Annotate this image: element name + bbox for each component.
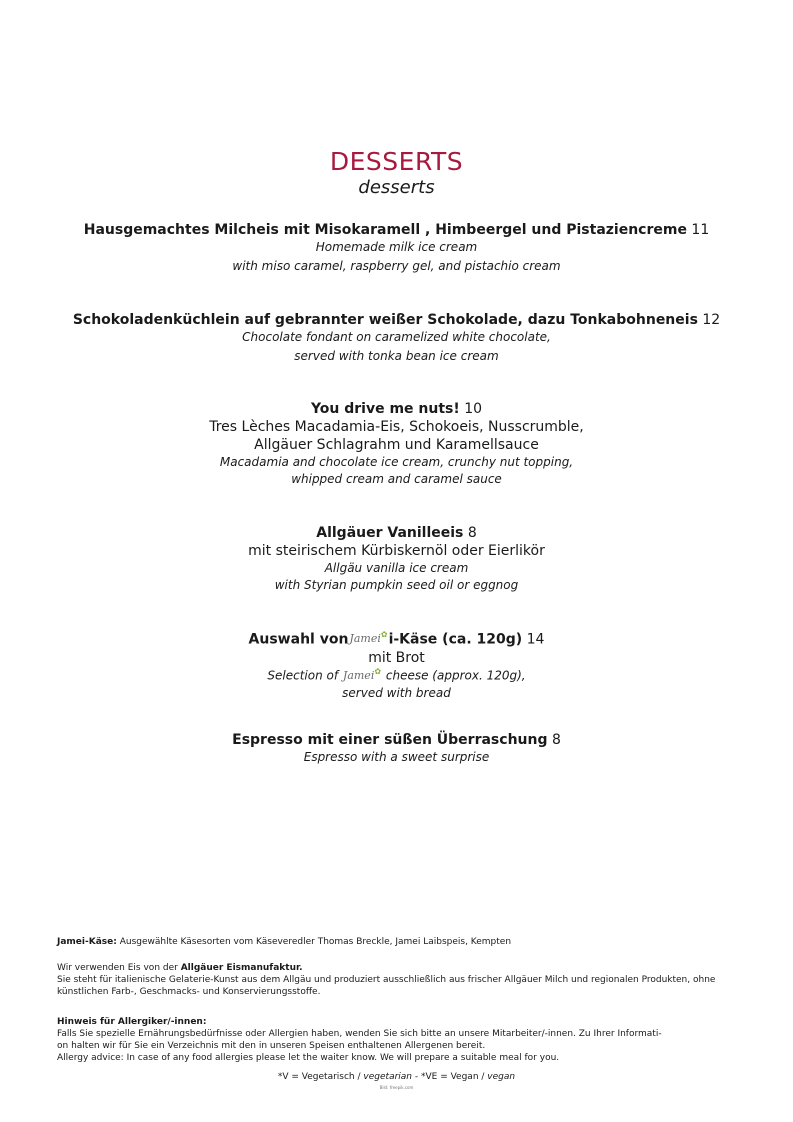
footer-text: Sie steht für italienische Gelaterie-Kunst aus dem Allgäu und produziert ausschließlich aus frischer Allgäuer Milch und regionalen Produkten, ohne	[57, 975, 716, 985]
item-description-en: cheese (approx. 120g),	[385, 668, 526, 683]
item-price: 11	[691, 222, 710, 238]
item-name: i-Käse (ca. 120g)	[388, 631, 523, 648]
footer-text: Ausgewählte Käsesorten vom Käseveredler Thomas Breckle, Jamei Laibspeis, Kempten	[119, 937, 512, 947]
menu-item-vanilla-ice-cream	[0, 524, 793, 594]
item-name: Schokoladenküchlein auf gebrannter weißer Schokolade, dazu Tonkabohneneis	[72, 312, 698, 328]
item-description-en: Espresso with a sweet surprise	[303, 750, 490, 764]
item-description-en: Homemade milk ice cream	[315, 240, 478, 254]
footer-label: Jamei-Käse:	[57, 937, 117, 947]
page-subtitle: desserts	[358, 177, 435, 198]
item-price: 14	[526, 631, 545, 648]
item-description-en: Chocolate fondant on caramelized white chocolate,	[242, 330, 551, 344]
jamei-logo-icon: Jamei✿	[342, 667, 382, 682]
item-price: 12	[702, 312, 721, 328]
page-title: DESSERTS	[329, 147, 464, 176]
menu-item-milk-ice-cream	[0, 221, 793, 275]
item-description-en: whipped cream and caramel sauce	[291, 472, 502, 486]
menu-item-chocolate-fondant	[0, 311, 793, 365]
footer-text: Falls Sie spezielle Ernährungsbedürfnisse oder Allergien haben, wenden Sie sich bitte an unsere Mitarbeiter/-innen. Zu Ihrer Informati-	[57, 1029, 662, 1039]
footer-text: on halten wir für Sie ein Verzeichnis mit den in unseren Speisen enthaltenen Allergenen bereit.	[57, 1041, 486, 1051]
item-description-en: served with tonka bean ice cream	[294, 349, 499, 363]
jamei-logo-icon: Jamei✿	[349, 630, 388, 645]
item-description-de: Allgäuer Schlagrahm und Karamellsauce	[254, 437, 539, 453]
item-description-en: Selection of	[267, 668, 339, 683]
footer-text: künstlichen Farb-, Geschmacks- und Konservierungsstoffe.	[57, 987, 321, 997]
menu-item-espresso	[0, 731, 793, 766]
item-description-en: Macadamia and chocolate ice cream, crunchy nut topping,	[219, 455, 574, 469]
item-name: Auswahl von	[248, 631, 349, 648]
item-price: 8	[551, 732, 561, 748]
diet-legend: *V = Vegetarisch / vegetarian - *VE = Vegan / vegan	[277, 1072, 516, 1082]
item-price: 10	[464, 401, 483, 417]
menu-item-you-drive-me-nuts	[0, 400, 793, 488]
item-description-en: with miso caramel, raspberry gel, and pistachio cream	[232, 259, 561, 273]
menu-item-cheese-selection	[0, 630, 793, 702]
footer-jamei-note	[57, 936, 737, 948]
footer-text: Allergy advice: In case of any food allergies please let the waiter know. We will prepare a suitable meal for you.	[57, 1053, 560, 1063]
item-description-en: with Styrian pumpkin seed oil or eggnog	[274, 578, 519, 592]
item-description-en: served with bread	[342, 686, 451, 700]
item-description-de: mit steirischem Kürbiskernöl oder Eierlikör	[248, 543, 545, 559]
item-description-en: Allgäu vanilla ice cream	[324, 561, 469, 575]
item-name: You drive me nuts!	[310, 401, 460, 417]
footer-label: Allgäuer Eismanufaktur.	[180, 963, 303, 973]
footer-ice-note	[57, 962, 737, 998]
item-description-de: Tres Lèches Macadamia-Eis, Schokoeis, Nusscrumble,	[209, 419, 584, 435]
footer-text: Wir verwenden Eis von der	[57, 963, 178, 973]
item-name: Espresso mit einer süßen Überraschung	[232, 732, 548, 748]
footer-allergy-note	[57, 1016, 737, 1064]
footer-label: Hinweis für Allergiker/-innen:	[57, 1017, 207, 1027]
item-description-de: mit Brot	[368, 650, 425, 666]
item-price: 8	[467, 525, 477, 541]
item-name: Hausgemachtes Milcheis mit Misokaramell , Himbeergel und Pistaziencreme	[83, 222, 687, 238]
image-credit: Bild: freepik.com	[379, 1085, 414, 1090]
item-name: Allgäuer Vanilleeis	[316, 525, 464, 541]
